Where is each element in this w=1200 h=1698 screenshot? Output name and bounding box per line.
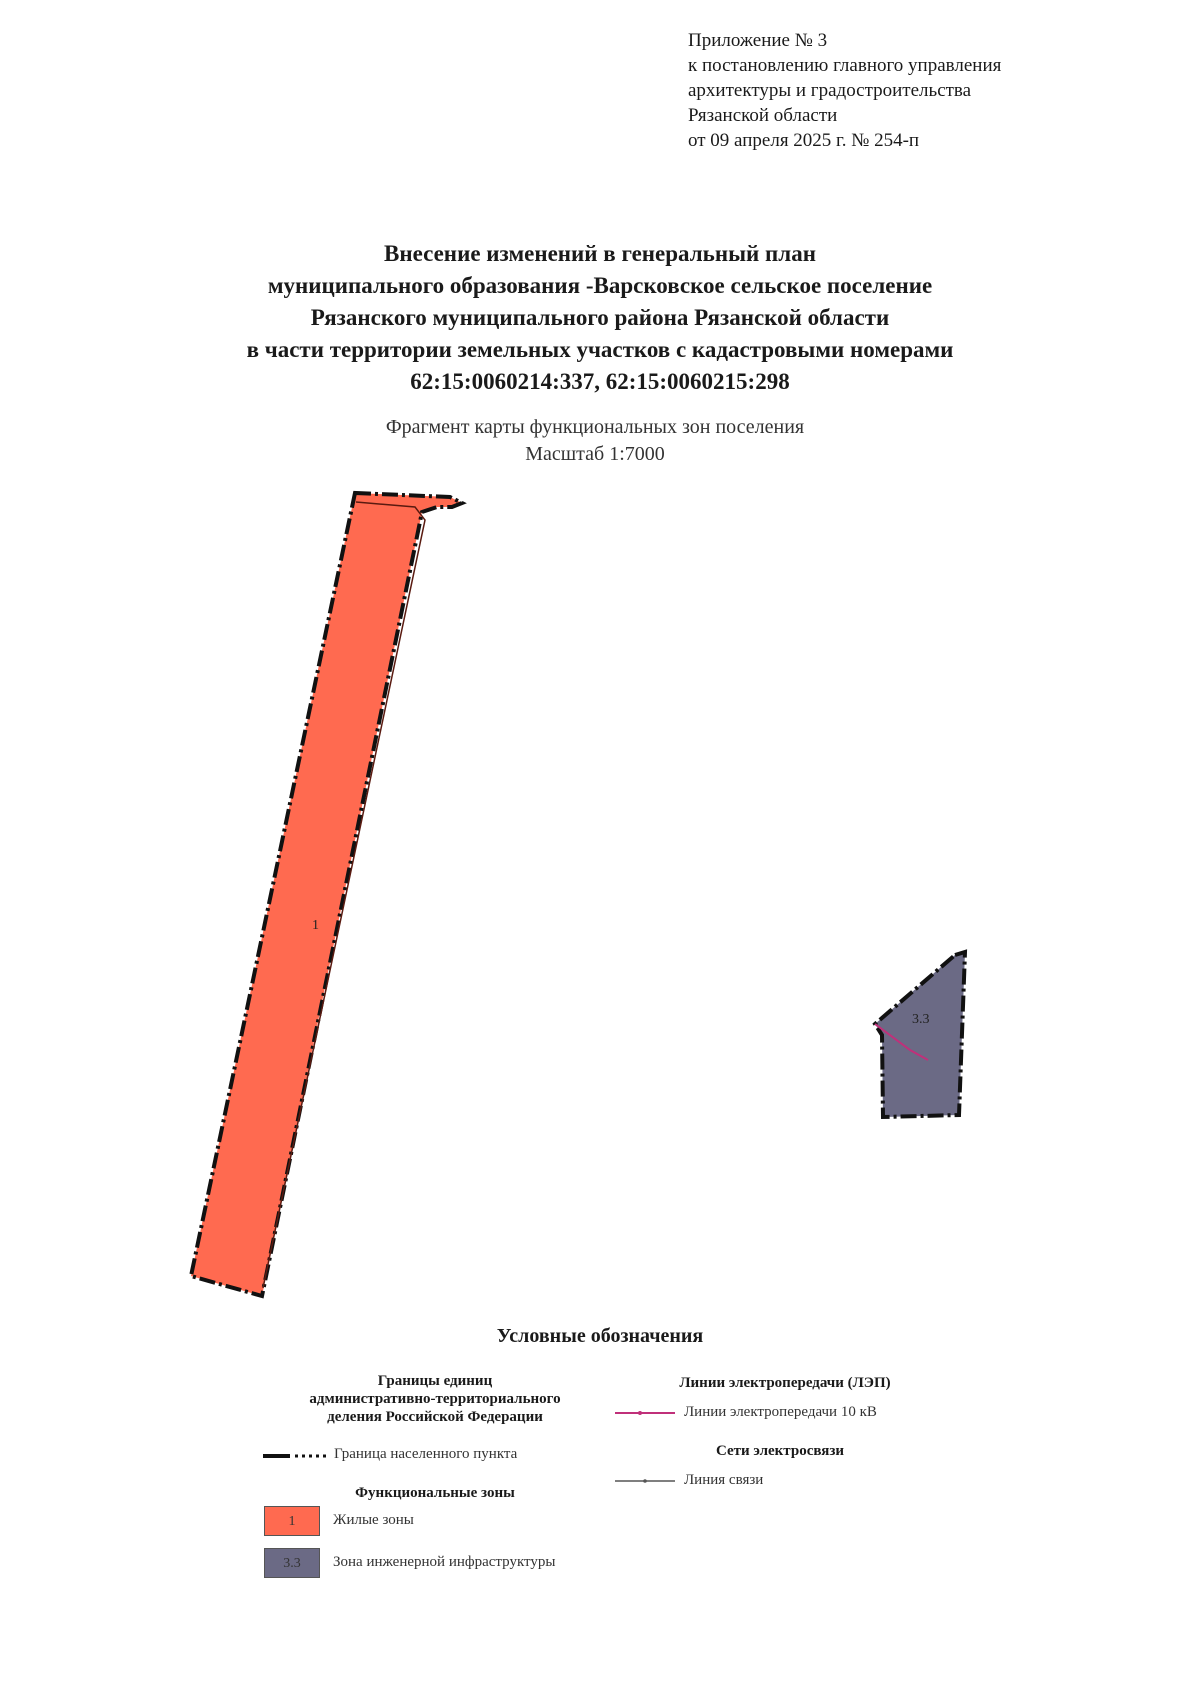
appendix-line: Рязанской области	[688, 105, 838, 126]
legend-engineering-swatch: 3.3	[264, 1548, 320, 1578]
appendix-line: от 09 апреля 2025 г. № 254-п	[688, 130, 920, 151]
legend-comm-line-text: Линия связи	[684, 1472, 764, 1488]
legend-comm-line-symbol	[615, 1479, 675, 1483]
zone-residential-label: 1	[312, 918, 319, 933]
legend-power-line-symbol	[615, 1411, 675, 1415]
legend-admin-heading-line: деления Российской Федерации	[327, 1409, 543, 1425]
legend-settlement-boundary: Граница населенного пункта	[334, 1446, 518, 1462]
legend-engineering-text: Зона инженерной инфраструктуры	[333, 1554, 556, 1570]
legend-power-heading: Линии электропередачи (ЛЭП)	[679, 1375, 891, 1391]
legend-residential-swatch: 1	[264, 1506, 320, 1536]
appendix-line: Приложение № 3	[688, 30, 828, 51]
zone-engineering-label: 3.3	[912, 1012, 930, 1027]
legend-title: Условные обозначения	[496, 1325, 704, 1347]
legend-admin-heading-line: Границы единиц	[377, 1373, 493, 1389]
title-line: Рязанского муниципального района Рязанской области	[310, 305, 890, 330]
appendix-line: архитектуры и градостроительства	[688, 80, 972, 101]
title-line: в части территории земельных участков с кадастровыми номерами	[246, 337, 954, 362]
subtitle-fragment: Фрагмент карты функциональных зон поселения	[385, 416, 805, 438]
zone-residential-polygon[interactable]	[191, 493, 462, 1296]
legend-admin-heading	[270, 1372, 600, 1426]
title-line: Внесение изменений в генеральный план	[384, 241, 816, 266]
title-line: муниципального образования -Варсковское сельское поселение	[267, 273, 933, 298]
appendix-line: к постановлению главного управления	[688, 55, 1002, 76]
legend-telecom-heading: Сети электросвязи	[715, 1443, 845, 1459]
title-line: 62:15:0060214:337, 62:15:0060215:298	[410, 369, 790, 394]
legend-admin-heading-line: административно-территориального	[309, 1391, 561, 1407]
legend-zones-heading: Функциональные зоны	[355, 1485, 515, 1501]
subtitle-scale: Масштаб 1:7000	[525, 443, 665, 465]
legend-power-line-text: Линии электропередачи 10 кВ	[684, 1404, 877, 1420]
legend-residential-text: Жилые зоны	[333, 1512, 414, 1528]
